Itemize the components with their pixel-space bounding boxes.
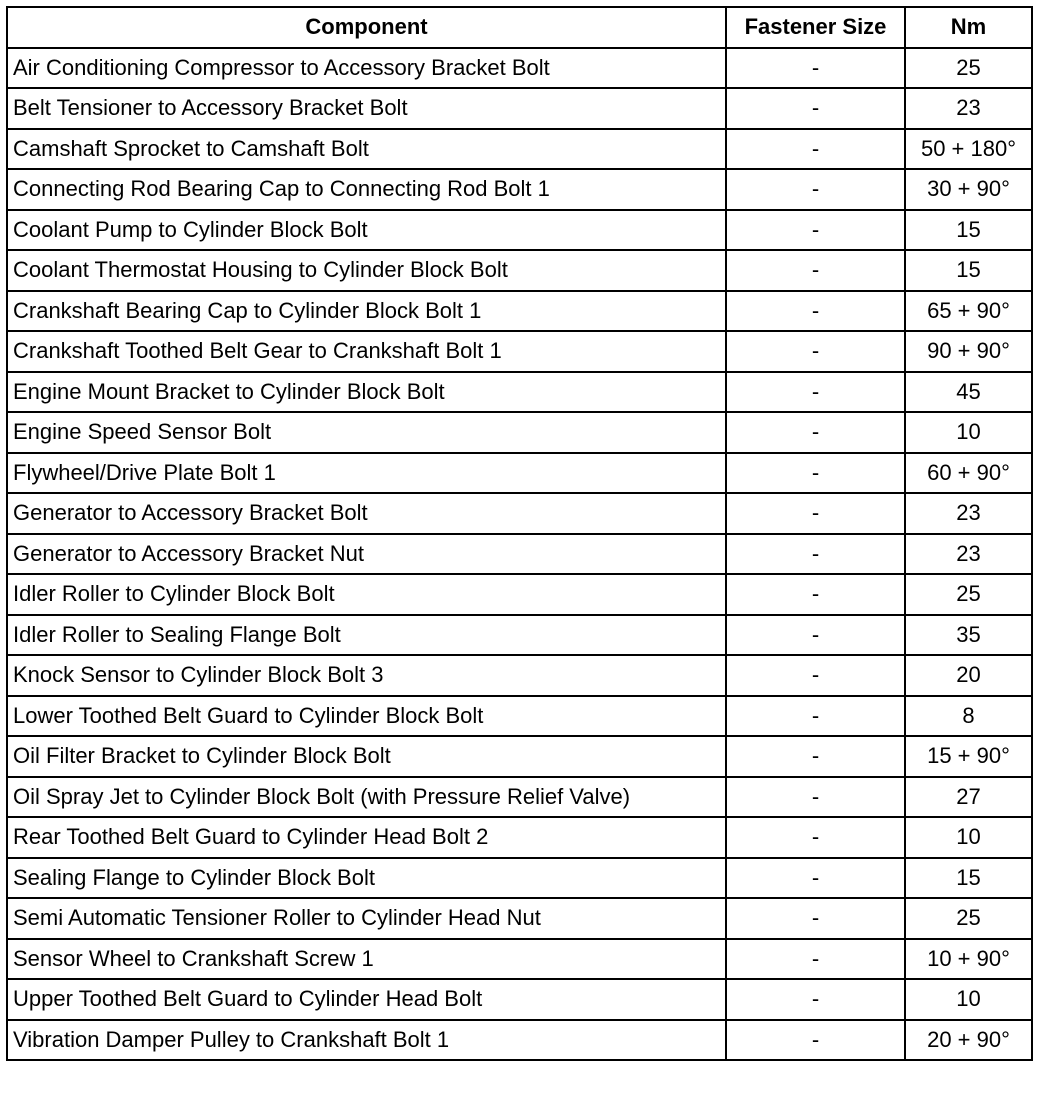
table-row xyxy=(7,129,1032,170)
cell-nm: 23 xyxy=(905,88,1032,129)
cell-component: Lower Toothed Belt Guard to Cylinder Block Bolt xyxy=(7,696,726,737)
cell-component: Sensor Wheel to Crankshaft Screw 1 xyxy=(7,939,726,980)
cell-fastener-size: - xyxy=(726,493,905,534)
cell-nm: 10 xyxy=(905,979,1032,1020)
table-row xyxy=(7,858,1032,899)
cell-component: Oil Filter Bracket to Cylinder Block Bolt xyxy=(7,736,726,777)
cell-fastener-size: - xyxy=(726,615,905,656)
table-row xyxy=(7,979,1032,1020)
table-row xyxy=(7,169,1032,210)
cell-nm: 15 + 90° xyxy=(905,736,1032,777)
cell-component: Knock Sensor to Cylinder Block Bolt 3 xyxy=(7,655,726,696)
table-row xyxy=(7,493,1032,534)
table-row xyxy=(7,696,1032,737)
table-row xyxy=(7,574,1032,615)
cell-nm: 10 xyxy=(905,412,1032,453)
cell-nm: 10 + 90° xyxy=(905,939,1032,980)
table-row xyxy=(7,939,1032,980)
cell-fastener-size: - xyxy=(726,979,905,1020)
table-body xyxy=(7,48,1032,1061)
table-row xyxy=(7,331,1032,372)
cell-component: Camshaft Sprocket to Camshaft Bolt xyxy=(7,129,726,170)
table-row xyxy=(7,615,1032,656)
cell-fastener-size: - xyxy=(726,210,905,251)
table-row xyxy=(7,453,1032,494)
cell-fastener-size: - xyxy=(726,777,905,818)
cell-nm: 45 xyxy=(905,372,1032,413)
cell-nm: 27 xyxy=(905,777,1032,818)
table-row xyxy=(7,898,1032,939)
cell-fastener-size: - xyxy=(726,898,905,939)
cell-nm: 30 + 90° xyxy=(905,169,1032,210)
cell-fastener-size: - xyxy=(726,817,905,858)
cell-nm: 25 xyxy=(905,898,1032,939)
cell-fastener-size: - xyxy=(726,169,905,210)
table-row xyxy=(7,736,1032,777)
column-header-component: Component xyxy=(7,7,726,48)
cell-nm: 50 + 180° xyxy=(905,129,1032,170)
cell-nm: 8 xyxy=(905,696,1032,737)
table-row xyxy=(7,412,1032,453)
cell-fastener-size: - xyxy=(726,88,905,129)
cell-component: Flywheel/Drive Plate Bolt 1 xyxy=(7,453,726,494)
column-header-fastener-size: Fastener Size xyxy=(726,7,905,48)
cell-fastener-size: - xyxy=(726,655,905,696)
cell-fastener-size: - xyxy=(726,453,905,494)
cell-nm: 20 xyxy=(905,655,1032,696)
cell-nm: 25 xyxy=(905,574,1032,615)
cell-component: Engine Speed Sensor Bolt xyxy=(7,412,726,453)
cell-fastener-size: - xyxy=(726,412,905,453)
table-row xyxy=(7,777,1032,818)
cell-component: Engine Mount Bracket to Cylinder Block Bolt xyxy=(7,372,726,413)
cell-fastener-size: - xyxy=(726,858,905,899)
cell-nm: 90 + 90° xyxy=(905,331,1032,372)
cell-nm: 15 xyxy=(905,858,1032,899)
cell-fastener-size: - xyxy=(726,736,905,777)
table-header-row xyxy=(7,7,1032,48)
cell-component: Upper Toothed Belt Guard to Cylinder Head Bolt xyxy=(7,979,726,1020)
cell-fastener-size: - xyxy=(726,331,905,372)
cell-fastener-size: - xyxy=(726,574,905,615)
cell-nm: 23 xyxy=(905,534,1032,575)
table-row xyxy=(7,372,1032,413)
table-row xyxy=(7,210,1032,251)
cell-nm: 35 xyxy=(905,615,1032,656)
cell-nm: 60 + 90° xyxy=(905,453,1032,494)
cell-component: Crankshaft Toothed Belt Gear to Crankshaft Bolt 1 xyxy=(7,331,726,372)
cell-component: Coolant Thermostat Housing to Cylinder Block Bolt xyxy=(7,250,726,291)
cell-component: Coolant Pump to Cylinder Block Bolt xyxy=(7,210,726,251)
cell-component: Crankshaft Bearing Cap to Cylinder Block Bolt 1 xyxy=(7,291,726,332)
cell-component: Connecting Rod Bearing Cap to Connecting Rod Bolt 1 xyxy=(7,169,726,210)
cell-nm: 25 xyxy=(905,48,1032,89)
cell-component: Rear Toothed Belt Guard to Cylinder Head Bolt 2 xyxy=(7,817,726,858)
cell-component: Oil Spray Jet to Cylinder Block Bolt (with Pressure Relief Valve) xyxy=(7,777,726,818)
table-row xyxy=(7,1020,1032,1061)
cell-component: Sealing Flange to Cylinder Block Bolt xyxy=(7,858,726,899)
cell-component: Idler Roller to Cylinder Block Bolt xyxy=(7,574,726,615)
cell-fastener-size: - xyxy=(726,1020,905,1061)
table-row xyxy=(7,88,1032,129)
table-row xyxy=(7,250,1032,291)
cell-nm: 23 xyxy=(905,493,1032,534)
cell-component: Vibration Damper Pulley to Crankshaft Bolt 1 xyxy=(7,1020,726,1061)
cell-component: Generator to Accessory Bracket Bolt xyxy=(7,493,726,534)
cell-fastener-size: - xyxy=(726,291,905,332)
cell-component: Generator to Accessory Bracket Nut xyxy=(7,534,726,575)
cell-fastener-size: - xyxy=(726,372,905,413)
cell-nm: 65 + 90° xyxy=(905,291,1032,332)
cell-fastener-size: - xyxy=(726,939,905,980)
cell-component: Belt Tensioner to Accessory Bracket Bolt xyxy=(7,88,726,129)
cell-fastener-size: - xyxy=(726,250,905,291)
cell-fastener-size: - xyxy=(726,48,905,89)
table-row xyxy=(7,655,1032,696)
table-row xyxy=(7,817,1032,858)
cell-component: Semi Automatic Tensioner Roller to Cylinder Head Nut xyxy=(7,898,726,939)
cell-nm: 10 xyxy=(905,817,1032,858)
table-row xyxy=(7,534,1032,575)
cell-nm: 15 xyxy=(905,210,1032,251)
cell-fastener-size: - xyxy=(726,129,905,170)
cell-fastener-size: - xyxy=(726,696,905,737)
cell-fastener-size: - xyxy=(726,534,905,575)
table-row xyxy=(7,291,1032,332)
table-row xyxy=(7,48,1032,89)
cell-nm: 20 + 90° xyxy=(905,1020,1032,1061)
cell-component: Idler Roller to Sealing Flange Bolt xyxy=(7,615,726,656)
cell-nm: 15 xyxy=(905,250,1032,291)
cell-component: Air Conditioning Compressor to Accessory Bracket Bolt xyxy=(7,48,726,89)
column-header-nm: Nm xyxy=(905,7,1032,48)
torque-spec-table xyxy=(6,6,1033,1061)
